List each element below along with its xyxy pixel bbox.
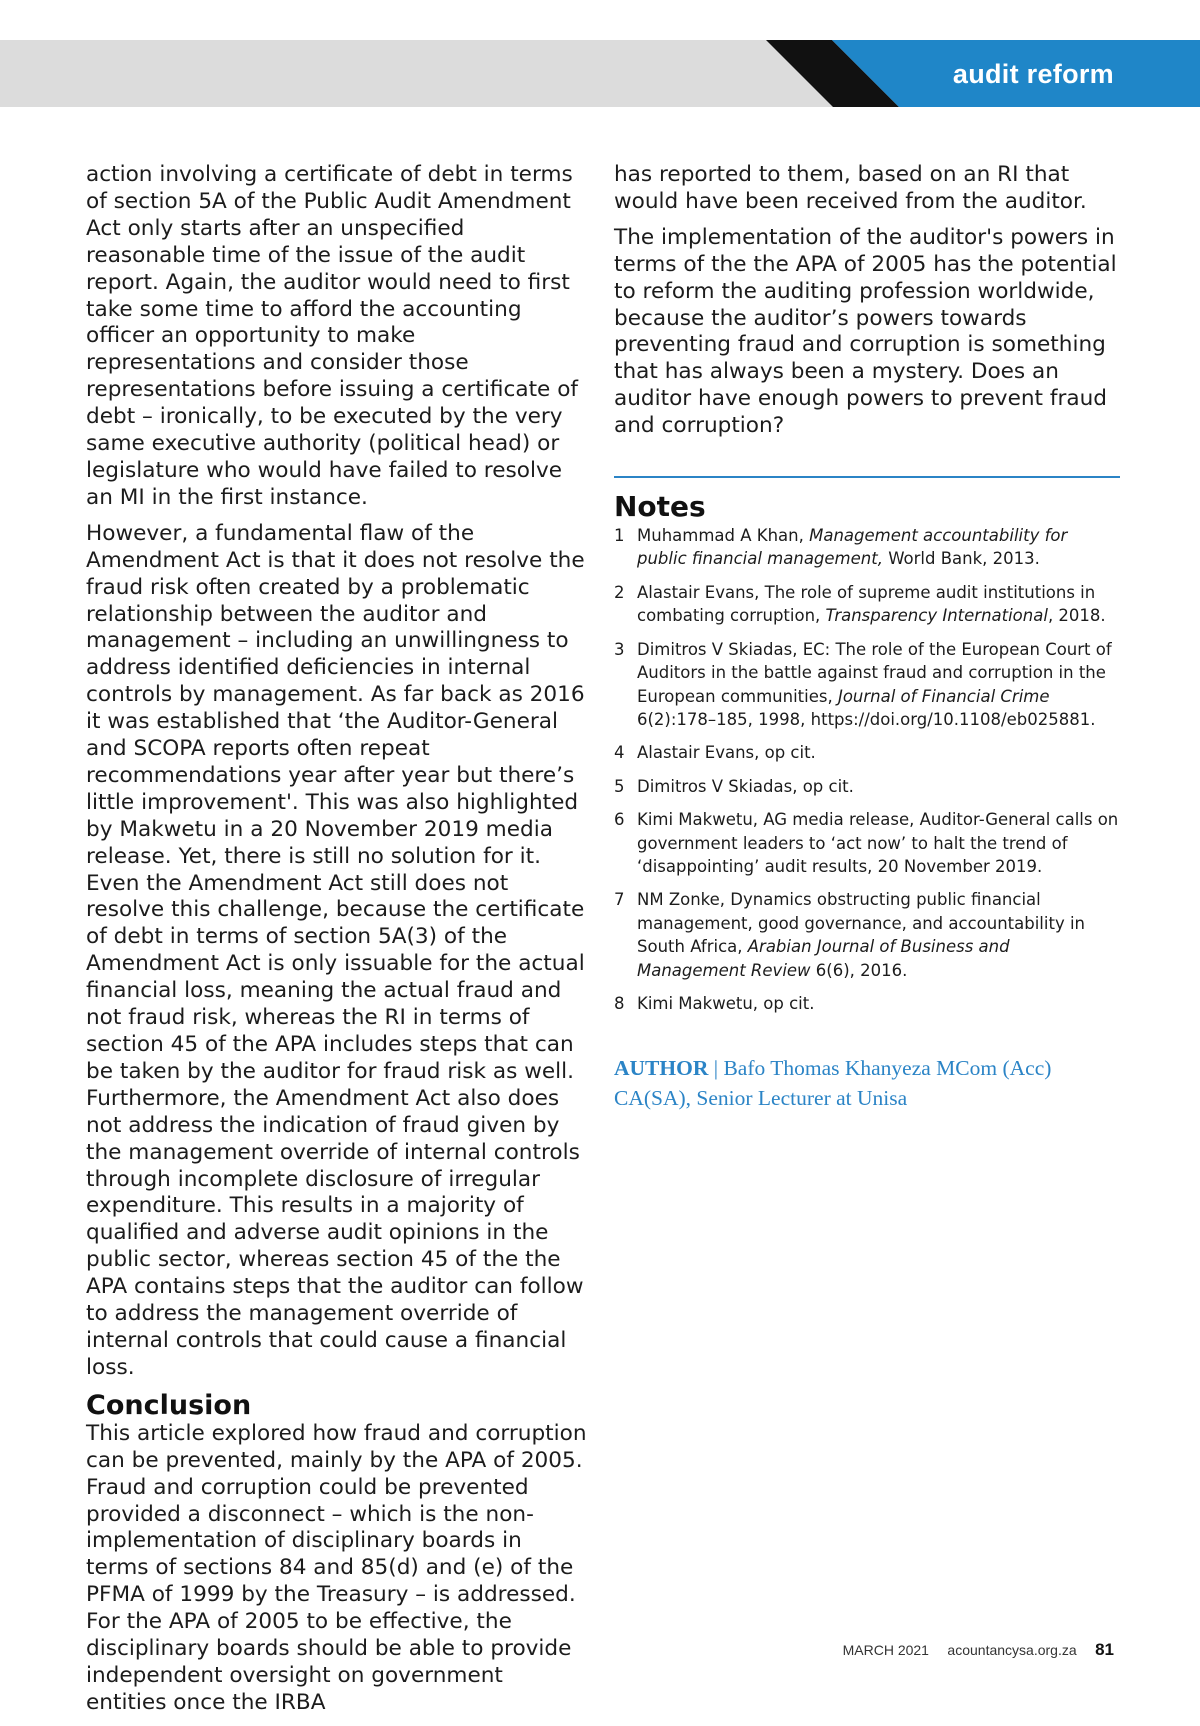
note-text-end: 6(2):178–185, 1998, https://doi.org/10.1108/eb025881. [637, 709, 1096, 729]
note-text: Alastair Evans, op cit. [637, 743, 816, 763]
conclusion-heading: Conclusion [86, 1389, 252, 1421]
author-label: AUTHOR [614, 1056, 709, 1081]
page-number: 81 [1095, 1640, 1114, 1659]
note-text-end: World Bank, 2013. [882, 549, 1040, 569]
body-paragraph: has reported to them, based on an RI that would have been received from the auditor. [614, 162, 1087, 214]
notes-list [614, 524, 1120, 1015]
website: acountancysa.org.za [947, 1642, 1077, 1658]
notes-heading: Notes [614, 490, 706, 524]
body-paragraph: action involving a certificate of debt in terms of section 5A of the Public Audit Amendment Act only starts after an unspecified reasonable time of the issue of the audit report. Again, the auditor would need to first take some time to afford the accounting officer an opportunity to make representations and consider those representations before issuing a certificate of debt – ironically, to be executed by the very same executive authority (political head) or legislature who would have failed to resolve an MI in the first instance. [86, 162, 579, 510]
section-tag: audit reform [952, 59, 1114, 89]
author-credit [614, 1053, 1120, 1113]
note-text-end: , 2018. [1047, 606, 1106, 626]
note-text-end: 6(6), 2016. [810, 960, 908, 980]
note-publication: Arabian Journal of Business and Management Review [637, 937, 1010, 980]
note-number: 5 [614, 776, 625, 796]
note-item [614, 808, 1120, 878]
note-item [614, 741, 1120, 764]
right-column [614, 162, 1120, 1113]
note-number: 6 [614, 810, 625, 830]
note-text: Kimi Makwetu, AG media release, Auditor-General calls on government leaders to ‘act now’ to halt the trend of ‘disappointing’ audit results, 20 November 2019. [637, 810, 1119, 876]
note-item [614, 888, 1120, 982]
note-text: NM Zonke, Dynamics obstructing public financial management, good governance, and accountability in South Africa, [637, 890, 1085, 957]
note-text: Dimitros V Skiadas, EC: The role of the European Court of Auditors in the battle against fraud and corruption in the European communities, [637, 639, 1112, 706]
note-item [614, 638, 1120, 732]
left-column [86, 162, 588, 1726]
note-item [614, 992, 1120, 1015]
note-number: 1 [614, 526, 625, 546]
note-text: Dimitros V Skiadas, op cit. [637, 776, 854, 796]
body-paragraph: However, a fundamental flaw of the Amendment Act is that it does not resolve the fraud risk often created by a problematic relationship between the auditor and management – including an unwillingness to address identified deficiencies in internal controls by management. As far back as 2016 it was established that ‘the Auditor-General and SCOPA reports often repeat recommendations year after year but there’s little improvement'. This was also highlighted by Makwetu in a 20 November 2019 media release. Yet, there is still no solution for it. Even the Amendment Act still does not resolve this challenge, because the certificate of debt in terms of section 5A(3) of the Amendment Act is only issuable for the actual financial loss, meaning the actual fraud and not fraud risk, whereas the RI in terms of section 45 of the APA includes steps that can be taken by the auditor for fraud risk as well. Furthermore, the Amendment Act also does not address the indication of fraud given by the management override of internal controls through incomplete disclosure of irregular expenditure. This results in a majority of qualified and adverse audit opinions in the public sector, whereas section 45 of the the APA contains steps that the auditor can follow to address the management override of internal controls that could cause a financial loss. [86, 520, 585, 1380]
note-number: 7 [614, 890, 625, 910]
page-footer [843, 1640, 1114, 1660]
author-separator: | [708, 1056, 724, 1081]
note-item [614, 775, 1120, 798]
issue-date: MARCH 2021 [842, 1642, 929, 1658]
note-number: 8 [614, 993, 625, 1013]
note-item [614, 524, 1120, 571]
conclusion-paragraph: This article explored how fraud and corruption can be prevented, mainly by the APA of 2005. Fraud and corruption could be prevented provided a disconnect – which is the non-implementation of disciplinary boards in terms of sections 84 and 85(d) and (e) of the PFMA of 1999 by the Treasury – is addressed. For the APA of 2005 to be effective, the disciplinary boards should be able to provide independent oversight on government entities once the IRBA [86, 1420, 587, 1715]
note-number: 2 [614, 582, 625, 602]
body-paragraph: The implementation of the auditor's powers in terms of the the APA of 2005 has the potential to reform the auditing profession worldwide, because the auditor’s powers towards preventing fraud and corruption is something that has always been a mystery. Does an auditor have enough powers to prevent fraud and corruption? [614, 224, 1117, 439]
notes-divider [614, 476, 1120, 478]
note-number: 4 [614, 743, 625, 763]
note-text: Muhammad A Khan, [637, 526, 810, 546]
note-text: Alastair Evans, The role of supreme audit institutions in combating corruption, [637, 582, 1096, 626]
note-publication: Management accountability for public financial management, [637, 526, 1068, 569]
note-publication: Transparency International [825, 606, 1048, 626]
note-item [614, 581, 1120, 628]
note-text: Kimi Makwetu, op cit. [637, 993, 815, 1013]
note-number: 3 [614, 639, 625, 659]
note-publication: Journal of Financial Crime [837, 686, 1050, 706]
author-text: Bafo Thomas Khanyeza MCom (Acc) CA(SA), Senior Lecturer at Unisa [614, 1056, 1052, 1111]
